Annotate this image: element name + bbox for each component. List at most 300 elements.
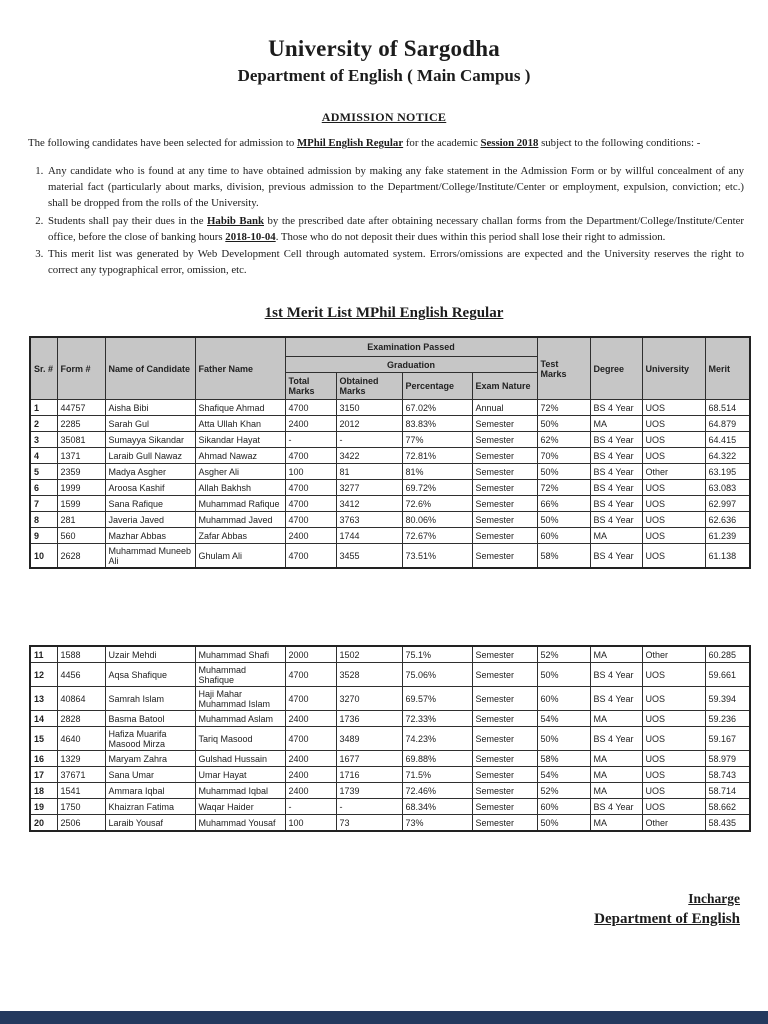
cell-exam-nature: Semester [472, 464, 537, 480]
cell-university: Other [642, 464, 705, 480]
cell-sr: 11 [30, 646, 57, 663]
cell-form: 40864 [57, 687, 105, 711]
cell-test: 72% [537, 480, 590, 496]
cell-merit: 62.636 [705, 512, 750, 528]
cell-university: UOS [642, 544, 705, 569]
cell-father: Umar Hayat [195, 767, 285, 783]
cell-father: Muhammad Yousaf [195, 815, 285, 832]
cell-sr: 18 [30, 783, 57, 799]
cell-test: 54% [537, 767, 590, 783]
cell-total: 4700 [285, 400, 336, 416]
cell-form: 1329 [57, 751, 105, 767]
cell-name: Ammara Iqbal [105, 783, 195, 799]
cell-name: Javeria Javed [105, 512, 195, 528]
cell-percentage: 69.88% [402, 751, 472, 767]
cell-total: 2400 [285, 711, 336, 727]
cell-father: Ghulam Ali [195, 544, 285, 569]
cell-test: 50% [537, 815, 590, 832]
cell-sr: 8 [30, 512, 57, 528]
cell-form: 2628 [57, 544, 105, 569]
table-row [30, 815, 750, 832]
cell-father: Muhammad Aslam [195, 711, 285, 727]
cell-university: UOS [642, 687, 705, 711]
cell-total: - [285, 799, 336, 815]
cell-percentage: 75.1% [402, 646, 472, 663]
intro-middle: for the academic [403, 137, 481, 149]
cell-form: 2359 [57, 464, 105, 480]
footer-bar [0, 1011, 768, 1024]
cell-degree: BS 4 Year [590, 799, 642, 815]
cell-university: UOS [642, 416, 705, 432]
cell-university: UOS [642, 711, 705, 727]
cell-total: 4700 [285, 448, 336, 464]
cell-father: Gulshad Hussain [195, 751, 285, 767]
cell-percentage: 72.33% [402, 711, 472, 727]
cell-form: 35081 [57, 432, 105, 448]
table-row [30, 646, 750, 663]
cell-exam-nature: Semester [472, 783, 537, 799]
cell-total: 2400 [285, 783, 336, 799]
cell-percentage: 75.06% [402, 663, 472, 687]
cell-father: Muhammad Iqbal [195, 783, 285, 799]
cell-father: Sikandar Hayat [195, 432, 285, 448]
program-name: MPhil English Regular [296, 137, 404, 149]
cell-sr: 10 [30, 544, 57, 569]
cell-percentage: 72.46% [402, 783, 472, 799]
cell-name: Aisha Bibi [105, 400, 195, 416]
cell-name: Maryam Zahra [105, 751, 195, 767]
cell-obtained: 3412 [336, 496, 402, 512]
cell-exam-nature: Annual [472, 400, 537, 416]
cell-merit: 60.285 [705, 646, 750, 663]
table-row [30, 400, 750, 416]
cell-percentage: 67.02% [402, 400, 472, 416]
cell-sr: 7 [30, 496, 57, 512]
cell-degree: BS 4 Year [590, 496, 642, 512]
cell-form: 1588 [57, 646, 105, 663]
cell-form: 2285 [57, 416, 105, 432]
table-row [30, 727, 750, 751]
cell-degree: MA [590, 751, 642, 767]
cell-percentage: 77% [402, 432, 472, 448]
cell-father: Asgher Ali [195, 464, 285, 480]
cell-percentage: 69.57% [402, 687, 472, 711]
cell-sr: 19 [30, 799, 57, 815]
cell-degree: MA [590, 783, 642, 799]
col-header-merit: Merit [705, 337, 750, 400]
cell-total: 100 [285, 815, 336, 832]
cell-name: Basma Batool [105, 711, 195, 727]
cell-merit: 61.138 [705, 544, 750, 569]
cell-test: 52% [537, 646, 590, 663]
signature-incharge: Incharge [688, 891, 740, 907]
cell-total: 4700 [285, 496, 336, 512]
cell-form: 1999 [57, 480, 105, 496]
cell-test: 72% [537, 400, 590, 416]
cell-degree: MA [590, 815, 642, 832]
col-header-form: Form # [57, 337, 105, 400]
merit-table-header [30, 337, 750, 400]
table-row [30, 416, 750, 432]
cell-total: 4700 [285, 480, 336, 496]
merit-table-body-1 [30, 400, 750, 569]
cell-percentage: 71.5% [402, 767, 472, 783]
cell-father: Tariq Masood [195, 727, 285, 751]
table-row [30, 687, 750, 711]
cell-sr: 1 [30, 400, 57, 416]
col-header-degree: Degree [590, 337, 642, 400]
cell-test: 58% [537, 751, 590, 767]
cell-merit: 59.661 [705, 663, 750, 687]
cell-degree: BS 4 Year [590, 727, 642, 751]
cell-test: 50% [537, 464, 590, 480]
merit-table-rows-11-20 [29, 645, 751, 832]
cell-sr: 15 [30, 727, 57, 751]
col-header-university: University [642, 337, 705, 400]
cell-total: 100 [285, 464, 336, 480]
col-header-obtained-marks: Obtained Marks [336, 373, 402, 400]
cell-test: 58% [537, 544, 590, 569]
table-row [30, 544, 750, 569]
deadline-date: 2018-10-04 [225, 230, 276, 243]
cell-degree: MA [590, 416, 642, 432]
cell-father: Waqar Haider [195, 799, 285, 815]
cell-exam-nature: Semester [472, 727, 537, 751]
cell-total: 4700 [285, 727, 336, 751]
cell-merit: 64.415 [705, 432, 750, 448]
cell-degree: BS 4 Year [590, 687, 642, 711]
cell-percentage: 81% [402, 464, 472, 480]
cell-degree: MA [590, 767, 642, 783]
cell-name: Sana Umar [105, 767, 195, 783]
cell-exam-nature: Semester [472, 496, 537, 512]
cell-exam-nature: Semester [472, 646, 537, 663]
cell-obtained: 3270 [336, 687, 402, 711]
cell-merit: 61.239 [705, 528, 750, 544]
col-header-test-marks: Test Marks [537, 337, 590, 400]
cell-form: 1599 [57, 496, 105, 512]
cell-father: Ahmad Nawaz [195, 448, 285, 464]
cell-obtained: 81 [336, 464, 402, 480]
cell-percentage: 68.34% [402, 799, 472, 815]
intro-paragraph [28, 136, 744, 151]
cell-merit: 63.083 [705, 480, 750, 496]
cell-test: 70% [537, 448, 590, 464]
cell-father: Zafar Abbas [195, 528, 285, 544]
bank-name: Habib Bank [207, 214, 264, 227]
cell-obtained: 1744 [336, 528, 402, 544]
cell-form: 4456 [57, 663, 105, 687]
cell-degree: BS 4 Year [590, 663, 642, 687]
cell-percentage: 72.67% [402, 528, 472, 544]
cell-father: Muhammad Javed [195, 512, 285, 528]
cell-name: Aqsa Shafique [105, 663, 195, 687]
cell-father: Muhammad Shafique [195, 663, 285, 687]
cell-form: 1750 [57, 799, 105, 815]
cell-test: 50% [537, 727, 590, 751]
cell-test: 60% [537, 799, 590, 815]
condition-text: Any candidate who is found at any time to have obtained admission by making any fake statement in the Admission Form or by willful concealment of any material fact (particularly about marks, division, previous admission to the Department/College/Institute/Center or employment, expulsion, conviction; etc.) shall be dropped from the rolls of the University. [48, 165, 744, 210]
cell-father: Muhammad Rafique [195, 496, 285, 512]
cell-name: Madya Asgher [105, 464, 195, 480]
cell-obtained: 1739 [336, 783, 402, 799]
cell-exam-nature: Semester [472, 544, 537, 569]
cell-exam-nature: Semester [472, 767, 537, 783]
cell-merit: 58.714 [705, 783, 750, 799]
cell-degree: BS 4 Year [590, 448, 642, 464]
cell-sr: 12 [30, 663, 57, 687]
admission-notice-heading: ADMISSION NOTICE [321, 110, 447, 124]
cell-name: Sarah Gul [105, 416, 195, 432]
cell-father: Allah Bakhsh [195, 480, 285, 496]
cell-obtained: 2012 [336, 416, 402, 432]
cell-exam-nature: Semester [472, 751, 537, 767]
cell-obtained: 3489 [336, 727, 402, 751]
cell-exam-nature: Semester [472, 687, 537, 711]
cell-obtained: 3455 [336, 544, 402, 569]
cell-sr: 4 [30, 448, 57, 464]
col-header-name: Name of Candidate [105, 337, 195, 400]
table-row [30, 432, 750, 448]
table-row [30, 528, 750, 544]
condition-item-2 [46, 213, 744, 245]
cell-exam-nature: Semester [472, 480, 537, 496]
cell-name: Samrah Islam [105, 687, 195, 711]
cell-university: UOS [642, 400, 705, 416]
cell-university: Other [642, 646, 705, 663]
cell-name: Khaizran Fatima [105, 799, 195, 815]
cell-father: Atta Ullah Khan [195, 416, 285, 432]
cell-merit: 58.662 [705, 799, 750, 815]
cell-degree: MA [590, 711, 642, 727]
cell-sr: 13 [30, 687, 57, 711]
cell-test: 60% [537, 528, 590, 544]
cell-degree: BS 4 Year [590, 512, 642, 528]
col-header-exam-nature: Exam Nature [472, 373, 537, 400]
cell-degree: BS 4 Year [590, 432, 642, 448]
cell-exam-nature: Semester [472, 815, 537, 832]
cell-form: 1371 [57, 448, 105, 464]
cell-name: Uzair Mehdi [105, 646, 195, 663]
cell-percentage: 69.72% [402, 480, 472, 496]
cell-sr: 16 [30, 751, 57, 767]
cell-test: 50% [537, 512, 590, 528]
cell-total: 4700 [285, 687, 336, 711]
cell-exam-nature: Semester [472, 432, 537, 448]
cell-test: 50% [537, 416, 590, 432]
cell-university: UOS [642, 496, 705, 512]
subgroup-header-graduation: Graduation [285, 357, 537, 373]
conditions-list [0, 163, 744, 278]
cell-obtained: 3528 [336, 663, 402, 687]
cell-university: UOS [642, 432, 705, 448]
cell-merit: 59.167 [705, 727, 750, 751]
cell-test: 50% [537, 663, 590, 687]
col-header-sr: Sr. # [30, 337, 57, 400]
cell-total: 4700 [285, 663, 336, 687]
session-label: Session 2018 [480, 137, 539, 149]
cell-sr: 2 [30, 416, 57, 432]
cell-degree: BS 4 Year [590, 544, 642, 569]
cell-degree: BS 4 Year [590, 400, 642, 416]
table-row [30, 711, 750, 727]
table-row [30, 512, 750, 528]
condition-text: . Those who do not deposit their dues within this period shall lose their right to admission. [275, 230, 666, 243]
cell-sr: 20 [30, 815, 57, 832]
cell-obtained: 3763 [336, 512, 402, 528]
cell-percentage: 74.23% [402, 727, 472, 751]
cell-obtained: 1502 [336, 646, 402, 663]
cell-exam-nature: Semester [472, 711, 537, 727]
cell-total: 2400 [285, 767, 336, 783]
cell-exam-nature: Semester [472, 448, 537, 464]
intro-prefix: The following candidates have been selected for admission to [28, 137, 297, 149]
cell-obtained: 73 [336, 815, 402, 832]
cell-father: Haji Mahar Muhammad Islam [195, 687, 285, 711]
cell-name: Hafiza Muarifa Masood Mirza [105, 727, 195, 751]
signature-block [0, 890, 740, 928]
cell-exam-nature: Semester [472, 663, 537, 687]
cell-test: 60% [537, 687, 590, 711]
cell-test: 62% [537, 432, 590, 448]
cell-total: 4700 [285, 512, 336, 528]
merit-table-rows-1-10 [29, 336, 751, 569]
intro-suffix: subject to the following conditions: - [538, 137, 701, 149]
table-row [30, 767, 750, 783]
cell-form: 560 [57, 528, 105, 544]
cell-test: 54% [537, 711, 590, 727]
cell-merit: 68.514 [705, 400, 750, 416]
cell-total: 2000 [285, 646, 336, 663]
cell-sr: 5 [30, 464, 57, 480]
cell-university: UOS [642, 727, 705, 751]
cell-percentage: 83.83% [402, 416, 472, 432]
cell-university: UOS [642, 783, 705, 799]
cell-percentage: 72.6% [402, 496, 472, 512]
condition-item-1 [46, 163, 744, 212]
cell-name: Muhammad Muneeb Ali [105, 544, 195, 569]
table-row [30, 464, 750, 480]
cell-father: Muhammad Shafi [195, 646, 285, 663]
cell-form: 2828 [57, 711, 105, 727]
cell-percentage: 73% [402, 815, 472, 832]
cell-name: Aroosa Kashif [105, 480, 195, 496]
cell-name: Mazhar Abbas [105, 528, 195, 544]
cell-test: 52% [537, 783, 590, 799]
condition-text: This merit list was generated by Web Development Cell through automated system. Errors/omissions are expected and the University reserves the right to correct any typographical error, omission, etc. [48, 248, 744, 277]
cell-percentage: 72.81% [402, 448, 472, 464]
cell-obtained: 1677 [336, 751, 402, 767]
cell-obtained: 3150 [336, 400, 402, 416]
cell-total: 2400 [285, 751, 336, 767]
cell-merit: 62.997 [705, 496, 750, 512]
cell-name: Laraib Gull Nawaz [105, 448, 195, 464]
cell-university: UOS [642, 448, 705, 464]
cell-form: 1541 [57, 783, 105, 799]
cell-obtained: 3277 [336, 480, 402, 496]
cell-sr: 14 [30, 711, 57, 727]
cell-name: Laraib Yousaf [105, 815, 195, 832]
table-row [30, 496, 750, 512]
cell-form: 37671 [57, 767, 105, 783]
cell-obtained: - [336, 799, 402, 815]
cell-obtained: - [336, 432, 402, 448]
cell-form: 4640 [57, 727, 105, 751]
table-row [30, 799, 750, 815]
col-header-percentage: Percentage [402, 373, 472, 400]
cell-university: UOS [642, 480, 705, 496]
table-row [30, 751, 750, 767]
cell-exam-nature: Semester [472, 512, 537, 528]
cell-degree: MA [590, 646, 642, 663]
cell-sr: 9 [30, 528, 57, 544]
cell-obtained: 3422 [336, 448, 402, 464]
cell-university: UOS [642, 663, 705, 687]
cell-total: 2400 [285, 416, 336, 432]
cell-sr: 17 [30, 767, 57, 783]
cell-test: 66% [537, 496, 590, 512]
cell-sr: 6 [30, 480, 57, 496]
cell-total: - [285, 432, 336, 448]
cell-merit: 58.435 [705, 815, 750, 832]
table-row [30, 448, 750, 464]
condition-text: Students shall pay their dues in the [48, 214, 208, 227]
merit-list-title: 1st Merit List MPhil English Regular [264, 305, 504, 322]
cell-exam-nature: Semester [472, 799, 537, 815]
cell-form: 2506 [57, 815, 105, 832]
table-row [30, 663, 750, 687]
cell-name: Sumayya Sikandar [105, 432, 195, 448]
cell-degree: BS 4 Year [590, 480, 642, 496]
cell-merit: 64.879 [705, 416, 750, 432]
cell-name: Sana Rafique [105, 496, 195, 512]
cell-university: UOS [642, 799, 705, 815]
cell-university: UOS [642, 767, 705, 783]
cell-exam-nature: Semester [472, 528, 537, 544]
department-subtitle: Department of English ( Main Campus ) [237, 66, 531, 85]
cell-degree: BS 4 Year [590, 464, 642, 480]
university-title: University of Sargodha [268, 36, 500, 61]
cell-merit: 64.322 [705, 448, 750, 464]
table-row [30, 783, 750, 799]
cell-merit: 63.195 [705, 464, 750, 480]
cell-merit: 58.979 [705, 751, 750, 767]
cell-university: UOS [642, 512, 705, 528]
cell-obtained: 1716 [336, 767, 402, 783]
cell-obtained: 1736 [336, 711, 402, 727]
cell-percentage: 73.51% [402, 544, 472, 569]
condition-item-3 [46, 246, 744, 278]
signature-department: Department of English [594, 910, 740, 927]
cell-merit: 59.236 [705, 711, 750, 727]
col-header-total-marks: Total Marks [285, 373, 336, 400]
condition-text: by the prescribed date after obtaining necessary challan forms from the Department/College/Institute/Center office, before the close of banking hours [48, 214, 744, 243]
cell-merit: 58.743 [705, 767, 750, 783]
cell-total: 4700 [285, 544, 336, 569]
merit-table-body-2 [30, 646, 750, 831]
group-header-examination-passed: Examination Passed [285, 337, 537, 357]
cell-form: 281 [57, 512, 105, 528]
cell-university: Other [642, 815, 705, 832]
cell-university: UOS [642, 528, 705, 544]
cell-percentage: 80.06% [402, 512, 472, 528]
cell-university: UOS [642, 751, 705, 767]
col-header-father: Father Name [195, 337, 285, 400]
cell-total: 2400 [285, 528, 336, 544]
cell-form: 44757 [57, 400, 105, 416]
cell-degree: MA [590, 528, 642, 544]
cell-merit: 59.394 [705, 687, 750, 711]
